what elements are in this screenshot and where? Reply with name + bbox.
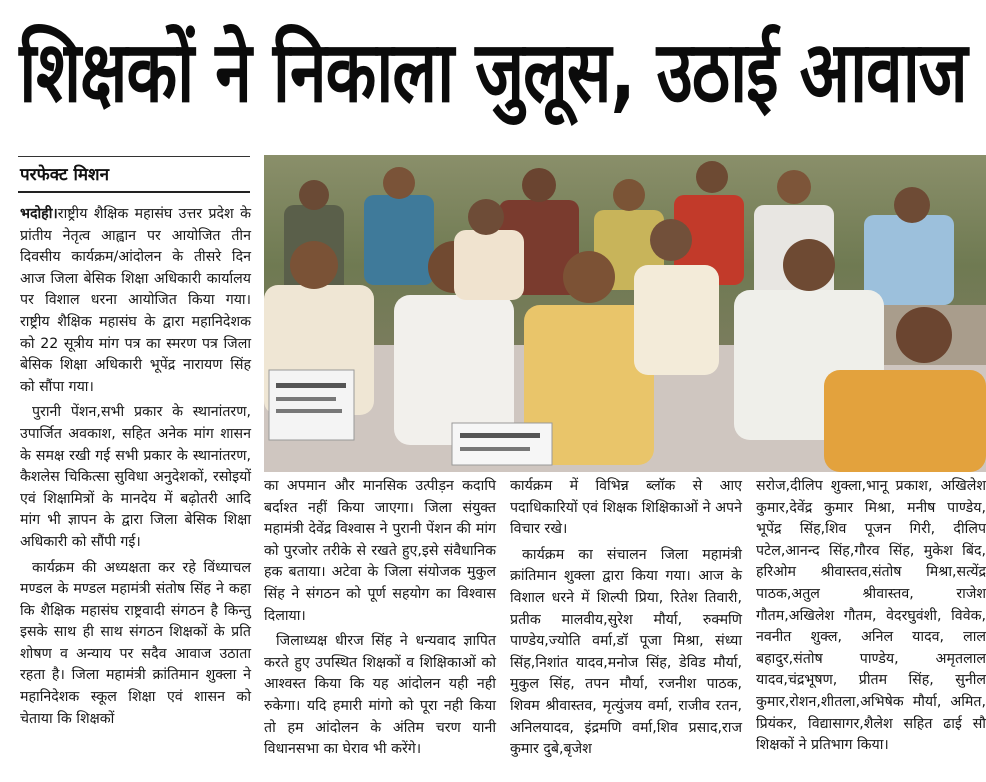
article-paragraph: कार्यक्रम में विभिन्न ब्लॉक से आए पदाधिकारियों एवं शिक्षक शिक्षिकाओं ने अपने विचार रखे। [510, 478, 742, 538]
article-column-2 [264, 476, 496, 765]
headline: शिक्षकों ने निकाला जुलूस, उठाई आवाज [19, 22, 967, 122]
article-paragraph: जिलाध्यक्ष धीरज सिंह ने धन्यवाद ज्ञापित करते हुए उपस्थित शिक्षकों व शिक्षिकाओं को आश्वस्त किया कि यह आंदोलन यही नही रुकेगा। यदि हमारी मांगो को पूरा नही किया तो हम आंदोलन के अंतिम चरण यानी विधानसभा का घेराव भी करेंगे। [264, 633, 496, 758]
dateline: भदोही। [20, 206, 58, 222]
article-column-1 [20, 204, 251, 734]
article-paragraph: सरोज,दीलिप शुक्ला,भानू प्रकाश, अखिलेश कुमार,देवेंद्र कुमार मिश्रा, मनीष पाण्डेय, भूपेंद्र सिंह,शिव पूजन गिरी, दीलिप पटेल,आनन्द सिंह,गौरव सिंह, मुकेश बिंद, हरिओम श्रीवास्तव,संतोष मिश्रा,सत्येंद्र पाठक,अतुल श्रीवास्तव, राजेश गौतम,अखिलेश गौतम, वेदरघुवंशी, विवेक, नवनीत शुक्ल, अनिल यादव, लाल बहादुर,संतोष पाण्डेय, अमृतलाल यादव,चंद्रभूषण, प्रीतम सिंह, सुनील कुमार,रोशन,शीतला,अभिषेक मौर्या, अमित, प्रियंकर, विद्यासागर,शैलेश सहित ढाई सौ शिक्षकों ने प्रतिभाग किया। [756, 478, 986, 754]
paragraph-text: राष्ट्रीय शैक्षिक महासंघ उत्तर प्रदेश के प्रांतीय नेतृत्व आह्वान पर आयोजित तीन दिवसीय कार्यक्रम/आंदोलन के तीसरे दिन आज जिला बेसिक शिक्षा अधिकारी कार्यालय पर विशाल धरना आयोजित किया गया। राष्ट्रीय शैक्षिक महासंघ के द्वारा महानिदेशक को 22 सूत्रीय मांग पत्र का स्मरण पत्र जिला बेसिक शिक्षा अधिकारी भूपेंद्र नारायण सिंह को सौंपा गया। [20, 206, 251, 395]
news-photo [264, 155, 986, 472]
article-column-3 [510, 476, 742, 765]
byline: परफेक्ट मिशन [20, 165, 110, 185]
article-paragraph: कार्यक्रम का संचालन जिला महामंत्री क्रांतिमान शुक्ला द्वारा किया गया। आज के विशाल धरने में शिल्पी प्रिया, रितेश तिवारी, प्रतीक मालवीय,सुरेश मौर्या, रुक्मणि पाण्डेय,ज्योति वर्मा,डॉ पूजा मिश्रा, संध्या सिंह,निशांत यादव,मनोज सिंह, डेविड मौर्या, मुकुल सिंह, तपन मौर्या, रजनीश पाठक, शिवम श्रीवास्तव, मृत्युंजय वर्मा, राजीव रतन, अनिलयादव, इंद्रमणि वर्मा,शिव प्रसाद,राज कुमार दुबे,बृजेश [510, 546, 742, 758]
article-paragraph [20, 204, 251, 398]
byline-top-rule [18, 156, 250, 157]
byline-rule [18, 191, 250, 193]
article-column-4 [756, 476, 986, 761]
protest-photo-illustration [264, 155, 986, 472]
article-paragraph: का अपमान और मानसिक उत्पीड़न कदापि बर्दाश्त नहीं किया जाएगा। जिला संयुक्त महामंत्री देवेंद्र विश्वास ने पुरानी पेंशन की मांग को पुरजोर तरीके से रखते हुए,इसे संवैधानिक हक बताया। अटेवा के जिला संयोजक मुकुल सिंह ने संगठन को पूर्ण सहयोग का विश्वास दिलाया। [264, 478, 496, 624]
article-paragraph: कार्यक्रम की अध्यक्षता कर रहे विंध्याचल मण्डल के मण्डल महामंत्री संतोष सिंह ने कहा कि शैक्षिक महासंघ राष्ट्रवादी संगठन है किन्तु इसके साथ ही साथ संगठन शिक्षकों के प्रति शोषण व अन्याय पर सदैव आवाज उठाता रहता है। जिला महामंत्री क्रांतिमान शुक्ला ने महानिदेशक स्कूल शिक्षा एवं शासन को चेताया कि शिक्षकों [20, 559, 251, 727]
article-paragraph: पुरानी पेंशन,सभी प्रकार के स्थानांतरण, उपार्जित अवकाश, सहित अनेक मांग शासन के समक्ष रखी गई सभी प्रकार के स्थानांतरण, कैशलेस चिकित्सा सुविधा अनुदेशकों, रसोइयों एवं शिक्षामित्रों के मानदेय में बढ़ोतरी आदि मांग भी ज्ञापन के द्वारा जिला बेसिक शिक्षा अधिकारी को सौंपी गई। [20, 404, 251, 550]
